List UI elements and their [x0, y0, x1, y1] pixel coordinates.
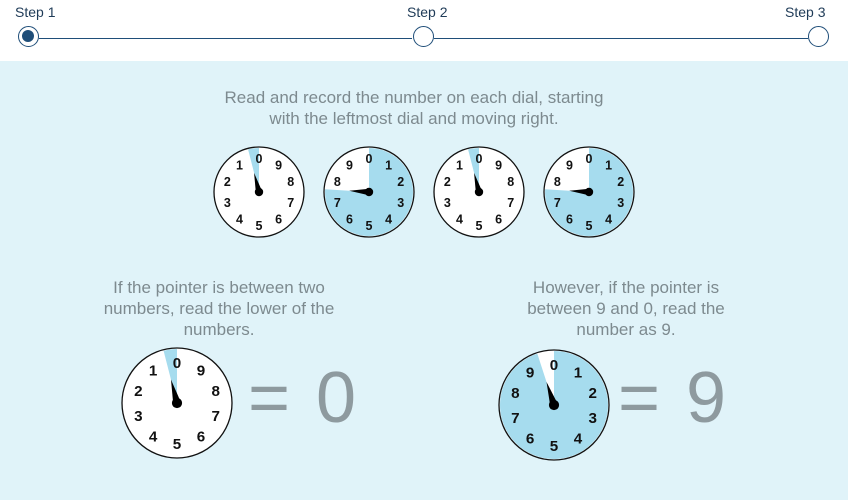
step-2-button[interactable]	[413, 26, 434, 47]
dial-number: 4	[605, 212, 613, 227]
dial-number: 4	[148, 428, 158, 446]
dial-3	[432, 145, 526, 239]
example-right-line-1: However, if the pointer is	[532, 278, 720, 297]
step-1-button[interactable]	[18, 26, 39, 47]
dial-number: 7	[287, 195, 295, 210]
dial-number: 6	[275, 212, 283, 227]
dial-number: 0	[585, 152, 593, 167]
dial-hub	[549, 400, 559, 410]
example-left-line-3: numbers.	[183, 320, 255, 339]
dial-number: 9	[495, 158, 503, 173]
dial-number: 5	[172, 436, 182, 454]
dial-number: 4	[455, 212, 463, 227]
example-dial-right	[497, 348, 611, 462]
dial-number: 8	[553, 175, 561, 190]
dial-number: 4	[573, 430, 583, 448]
dial-number: 5	[585, 218, 593, 233]
dial-number: 8	[211, 382, 220, 400]
equals-sign-left: =	[248, 358, 291, 438]
dial-number: 7	[507, 195, 515, 210]
step-1-label: Step 1	[15, 4, 56, 20]
dial-number: 0	[255, 152, 263, 167]
dial-hub	[172, 398, 182, 408]
dial-number: 8	[287, 175, 295, 190]
dial-number: 8	[511, 384, 520, 402]
dial-number: 3	[617, 195, 625, 210]
dial-number: 3	[443, 195, 451, 210]
step-3-button[interactable]	[808, 26, 829, 47]
equals-sign-right: =	[618, 358, 661, 438]
intro-text	[184, 87, 644, 129]
example-right-line-3: number as 9.	[576, 320, 676, 339]
dial-number: 7	[333, 195, 341, 210]
dial-4	[542, 145, 636, 239]
dial-2	[322, 145, 416, 239]
dial-number: 8	[333, 175, 341, 190]
dial-number: 2	[443, 175, 451, 190]
dial-number: 1	[385, 158, 393, 173]
dial-number: 6	[525, 430, 535, 448]
dial-number: 4	[235, 212, 243, 227]
dial-number: 1	[148, 362, 158, 380]
example-left-line-1: If the pointer is between two	[113, 278, 325, 297]
dial-1	[212, 145, 306, 239]
dial-number: 4	[385, 212, 393, 227]
dial-number: 3	[588, 410, 597, 428]
dial-number: 5	[549, 438, 559, 456]
dial-number: 0	[172, 354, 182, 372]
step-2-label: Step 2	[407, 4, 448, 20]
dial-hub	[365, 188, 373, 196]
dial-number: 9	[275, 158, 283, 173]
dial-number: 3	[223, 195, 231, 210]
dial-number: 1	[605, 158, 613, 173]
dial-number: 7	[553, 195, 561, 210]
dial-hub	[475, 188, 483, 196]
dial-number: 1	[235, 158, 243, 173]
dial-number: 1	[573, 364, 583, 382]
dial-number: 0	[475, 152, 483, 167]
intro-line-1: Read and record the number on each dial, starting	[224, 88, 604, 107]
progress-stepper	[0, 0, 848, 60]
dial-number: 5	[255, 218, 263, 233]
dial-number: 3	[397, 195, 405, 210]
dial-number: 2	[397, 175, 405, 190]
example-left-line-2: numbers, read the lower of the	[103, 299, 335, 318]
dial-number: 2	[223, 175, 231, 190]
example-left-text	[78, 277, 360, 340]
result-value-left: 0	[316, 358, 357, 438]
dial-number: 8	[507, 175, 515, 190]
dial-number: 6	[495, 212, 503, 227]
intro-line-2: with the leftmost dial and moving right.	[269, 109, 559, 128]
dial-number: 0	[365, 152, 373, 167]
result-value-right: 9	[686, 358, 727, 438]
dial-number: 5	[365, 218, 373, 233]
example-dial-left	[120, 346, 234, 460]
dial-hub	[255, 188, 263, 196]
dial-number: 7	[511, 410, 520, 428]
dial-number: 9	[565, 158, 573, 173]
dial-number: 2	[617, 175, 625, 190]
dial-number: 9	[525, 364, 535, 382]
example-right-line-2: between 9 and 0, read the	[527, 299, 725, 318]
example-right-text	[495, 277, 757, 340]
step-connector-2	[434, 38, 808, 39]
dial-number: 1	[455, 158, 463, 173]
dial-number: 0	[549, 356, 559, 374]
dial-hub	[585, 188, 593, 196]
dial-number: 6	[345, 212, 353, 227]
step-connector-1	[39, 38, 412, 39]
step-3-label: Step 3	[785, 4, 826, 20]
dial-number: 7	[211, 408, 220, 426]
dial-number: 2	[588, 384, 597, 402]
dial-number: 6	[565, 212, 573, 227]
dial-number: 3	[134, 408, 143, 426]
dial-number: 2	[134, 382, 143, 400]
dial-number: 5	[475, 218, 483, 233]
dial-number: 9	[345, 158, 353, 173]
dial-number: 9	[196, 362, 206, 380]
dial-number: 6	[196, 428, 206, 446]
